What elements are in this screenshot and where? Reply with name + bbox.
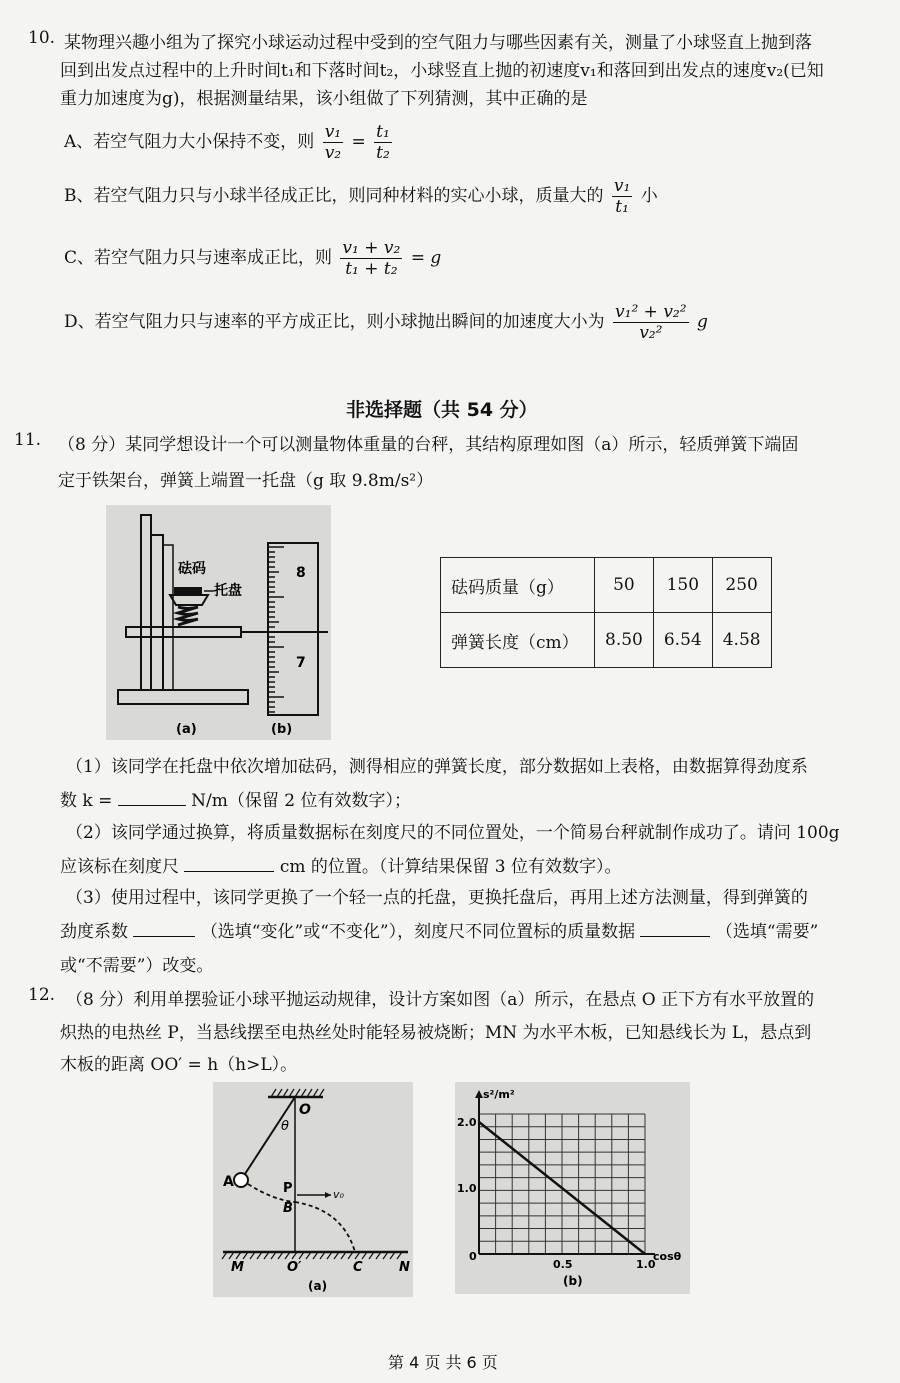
table-cell: 150 [653, 558, 712, 613]
q11-number: 11. [14, 430, 42, 450]
part2-suffix: cm 的位置。（计算结果保留 3 位有效数字）。 [279, 857, 622, 877]
option-b-frac: $\frac{\text{v₁}}{\text{t₁}}$ [613, 176, 631, 217]
ruler-tick-7: 7 [296, 655, 306, 671]
part3-middle: （选填“变化”或“不变化”），刻度尺不同位置标的质量数据 [200, 922, 636, 942]
q11-data-table [440, 557, 772, 668]
q11-part3-line2 [60, 917, 818, 942]
label-v0: v₀ [333, 1188, 344, 1201]
option-a-eq: = [351, 132, 366, 152]
section-title: 非选择题（共 54 分） [346, 399, 538, 421]
table-cell: 250 [712, 558, 771, 613]
q10-stem-line3: 重力加速度为g)，根据测量结果，该小组做了下列猜测，其中正确的是 [60, 89, 588, 109]
table-row [441, 613, 772, 668]
option-d-frac: $\frac{\text{v₁² + v₂²}}{\text{v₂²}}$ [615, 302, 687, 343]
chart-xlabel: cosθ [653, 1250, 682, 1263]
label-theta: θ [281, 1119, 289, 1134]
option-b-text: B、若空气阻力只与小球半径成正比，则同种材料的实心小球，质量大的 [64, 186, 604, 206]
q11-figure-b-ticks [268, 543, 318, 715]
fig-a-caption: (a) [176, 722, 197, 737]
q10-stem-line1: 某物理兴趣小组为了探究小球运动过程中受到的空气阻力与哪些因素有关，测量了小球竖直上抛到落 [64, 33, 812, 53]
x-tick-label: 1.0 [636, 1258, 656, 1271]
label-b: B [283, 1201, 293, 1216]
part1-prefix: 数 k = [60, 791, 113, 811]
answer-blank-k[interactable] [118, 805, 186, 806]
table-header-mass: 砝码质量（g） [441, 558, 595, 613]
option-b-tail: 小 [640, 186, 658, 206]
label-m: M [231, 1260, 244, 1275]
q12-stem-line1: （8 分）利用单摆验证小球平抛运动规律，设计方案如图（a）所示，在悬点 O 正下方有水平放置的 [66, 990, 815, 1010]
table-header-length: 弹簧长度（cm） [441, 613, 595, 668]
q10-option-a [64, 122, 395, 163]
q10-option-b [64, 176, 658, 217]
label-c: C [353, 1260, 363, 1275]
x-tick-label: 0.5 [553, 1258, 573, 1271]
q11-stem-line2: 定于铁架台，弹簧上端置一托盘（g 取 9.8m/s²） [58, 471, 434, 491]
option-a-frac-right: $\frac{\text{t₁}}{\text{t₂}}$ [376, 122, 390, 163]
label-a: A [223, 1174, 234, 1190]
q12-chart [455, 1082, 690, 1294]
q11-stem-line1: （8 分）某同学想设计一个可以测量物体重量的台秤，其结构原理如图（a）所示，轻质弹簧下端固 [58, 435, 799, 455]
q10-stem-line2: 回到出发点过程中的上升时间t₁和下落时间t₂，小球竖直上抛的初速度v₁和落回到出发点的速度v₂(已知 [60, 61, 824, 81]
q12-stem-line3: 木板的距离 OO′ = h（h>L）。 [60, 1055, 298, 1075]
option-c-frac: $\frac{\text{v₁ + v₂}}{\text{t₁ + t₂}}$ [342, 238, 401, 279]
q12-figure-a [213, 1082, 413, 1297]
q10-number: 10. [28, 28, 56, 48]
q11-part3-line3: 或“不需要”）改变。 [60, 956, 214, 976]
q11-part2-line2 [60, 852, 621, 877]
chart-origin: 0 [469, 1250, 477, 1263]
q11-part3-line1: （3）使用过程中，该同学更换了一个轻一点的托盘，更换托盘后，再用上述方法测量，得到弹簧的 [66, 888, 808, 908]
y-tick-label: 2.0 [457, 1116, 477, 1129]
q12-stem-line2: 炽热的电热丝 P，当悬线摆至电热丝处时能轻易被烧断；MN 为水平木板，已知悬线长为 L，悬点到 [60, 1023, 812, 1043]
q12-fig-b-caption: (b) [563, 1274, 583, 1288]
chart-ylabel: s²/m² [483, 1088, 515, 1101]
table-row [441, 558, 772, 613]
option-c-tail: = g [410, 248, 442, 268]
option-d-tail: g [696, 312, 708, 332]
ruler-tick-8: 8 [296, 565, 306, 581]
answer-blank-stiffness[interactable] [133, 936, 195, 937]
option-a-text: A、若空气阻力大小保持不变，则 [64, 132, 315, 152]
fig-b-caption: (b) [271, 722, 293, 737]
table-cell: 8.50 [595, 613, 654, 668]
label-o-prime: O′ [287, 1260, 302, 1275]
ball-a [234, 1173, 248, 1187]
option-a-frac-left: $\frac{\text{v₁}}{\text{v₂}}$ [324, 122, 342, 163]
label-n: N [399, 1260, 410, 1275]
q10-option-c [64, 238, 441, 279]
label-o: O [299, 1102, 311, 1118]
part3-suffix: （选填“需要” [715, 922, 819, 942]
q12-fig-a-caption: (a) [308, 1279, 328, 1293]
label-p: P [283, 1181, 293, 1196]
answer-blank-position[interactable] [184, 871, 274, 872]
weight-block [174, 587, 202, 595]
option-d-text: D、若空气阻力只与速率的平方成正比，则小球抛出瞬间的加速度大小为 [64, 312, 605, 332]
page-footer: 第 4 页 共 6 页 [388, 1353, 498, 1372]
option-c-text: C、若空气阻力只与速率成正比，则 [64, 248, 333, 268]
part2-prefix: 应该标在刻度尺 [60, 857, 179, 877]
q11-part2-line1: （2）该同学通过换算，将质量数据标在刻度尺的不同位置处，一个简易台秤就制作成功了。请问 100g [66, 823, 840, 843]
q11-part1-line2 [60, 786, 411, 811]
part1-suffix: N/m（保留 2 位有效数字）； [191, 791, 412, 811]
part3-prefix: 劲度系数 [60, 922, 128, 942]
answer-blank-mass-data[interactable] [640, 936, 710, 937]
table-cell: 50 [595, 558, 654, 613]
q11-part1-line1: （1）该同学在托盘中依次增加砝码，测得相应的弹簧长度，部分数据如上表格，由数据算得劲度系 [66, 757, 808, 777]
table-cell: 4.58 [712, 613, 771, 668]
table-cell: 6.54 [653, 613, 712, 668]
label-weight: 砝码 [178, 561, 206, 577]
q12-number: 12. [28, 985, 56, 1005]
y-tick-label: 1.0 [457, 1182, 477, 1195]
q10-option-d [64, 302, 708, 343]
label-tray: 托盘 [214, 583, 242, 599]
